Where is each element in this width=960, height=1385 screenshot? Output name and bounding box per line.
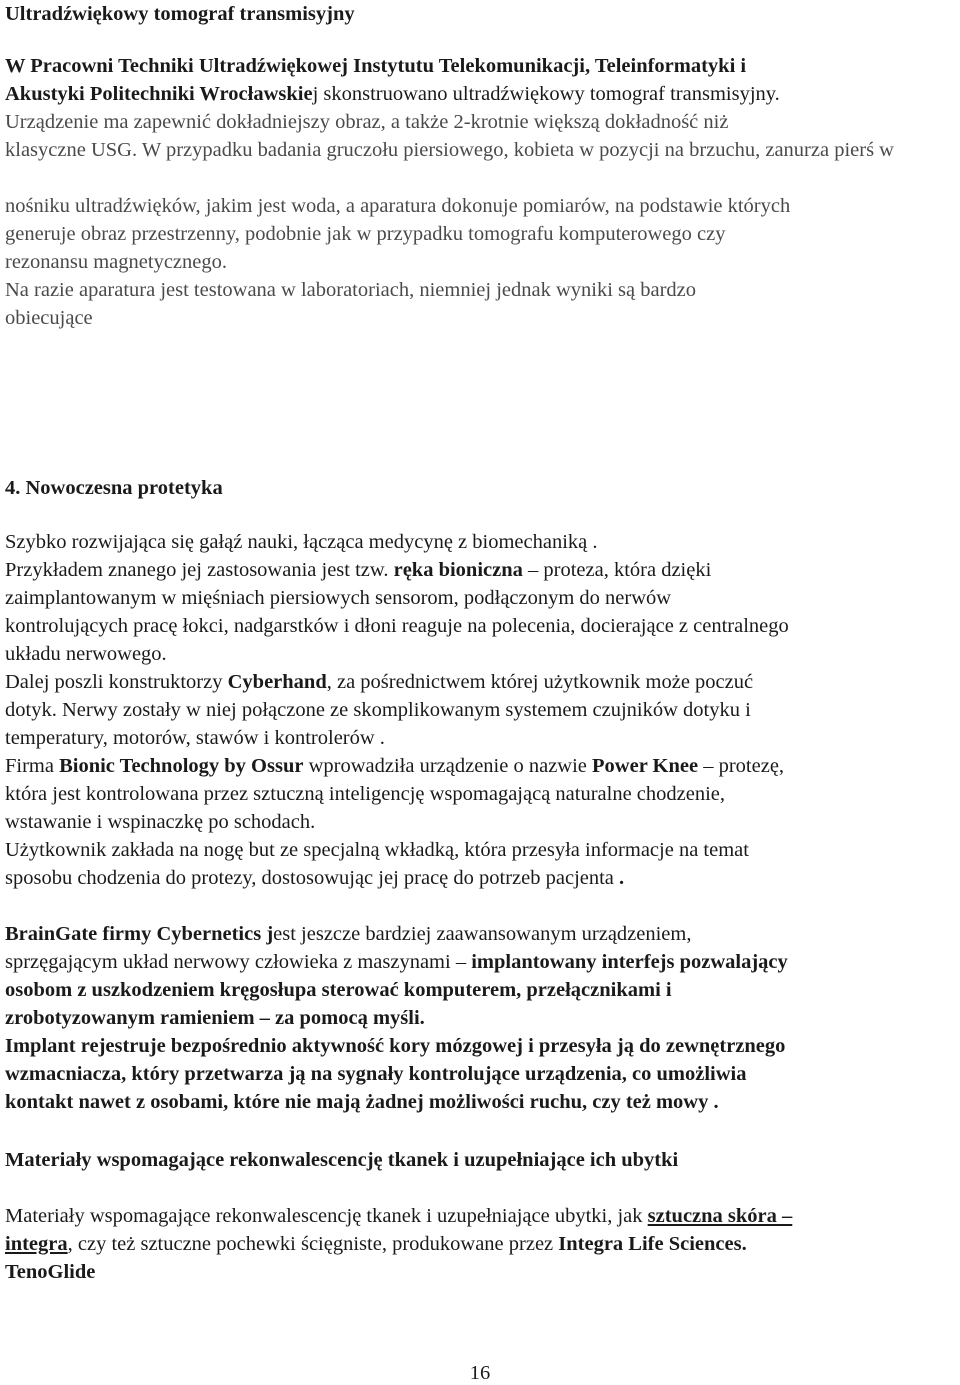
bold-text: TenoGlide xyxy=(5,1261,96,1283)
paragraph-line xyxy=(5,1088,960,1116)
paragraph-line xyxy=(5,836,960,864)
paragraph-line xyxy=(5,52,960,80)
bold-text: Power Knee xyxy=(592,755,699,777)
paragraph-line xyxy=(5,808,960,836)
text: Na razie aparatura jest testowana w laboratoriach, niemniej jednak wyniki są bardzo xyxy=(5,279,697,301)
paragraph-line xyxy=(5,612,960,640)
bold-text: wzmacniacza, który przetwarza ją na sygnały kontrolujące urządzenia, co umożliwia xyxy=(5,1063,747,1085)
paragraph-line xyxy=(5,1032,960,1060)
text: , czy też sztuczne pochewki ścięgniste, produkowane przez xyxy=(67,1233,559,1255)
text: Dalej poszli konstruktorzy xyxy=(5,671,228,693)
paragraph-line xyxy=(5,668,960,696)
text: est jeszcze bardziej zaawansowanym urządzeniem, xyxy=(273,923,692,945)
paragraph-line xyxy=(5,80,960,108)
paragraph-line xyxy=(5,276,960,304)
text: klasyczne USG. xyxy=(5,139,142,161)
bold-text: Bionic Technology by Ossur xyxy=(59,755,304,777)
paragraph-line xyxy=(5,556,960,584)
bold-underlined-text: integra xyxy=(5,1233,68,1255)
paragraph-line xyxy=(5,1202,960,1230)
paragraph-line xyxy=(5,780,960,808)
paragraph-line xyxy=(5,192,960,220)
text: kontrolujących pracę łokci, nadgarstków i dłoni reaguje na polecenia, docierające z centralnego xyxy=(5,615,789,637)
paragraph-line xyxy=(5,1258,960,1286)
paragraph-line xyxy=(5,108,960,136)
paragraph-line xyxy=(5,864,960,892)
text: nośniku ultradźwięków, jakim jest woda, a aparatura dokonuje pomiarów, na podstawie których xyxy=(5,195,791,217)
text: dotyk. Nerwy zostały w niej połączone ze skomplikowanym systemem czujników dotyku i xyxy=(5,699,751,721)
text: układu nerwowego. xyxy=(5,643,167,665)
paragraph-line xyxy=(5,528,960,556)
section-heading: Materiały wspomagające rekonwalescencję tkanek i uzupełniające ich ubytki xyxy=(5,1149,679,1171)
text: obiecujące xyxy=(5,307,93,329)
bold-text: osobom z uszkodzeniem kręgosłupa sterować komputerem, przełącznikami i xyxy=(5,979,672,1001)
text: j skonstruowano ultradźwiękowy tomograf transmisyjny. xyxy=(312,83,780,105)
text: temperatury, motorów, stawów i kontrolerów . xyxy=(5,727,385,749)
paragraph-line xyxy=(5,304,960,332)
text: rezonansu magnetycznego. xyxy=(5,251,227,273)
section-heading: 4. Nowoczesna protetyka xyxy=(5,477,223,499)
paragraph-line xyxy=(5,136,960,164)
paragraph-line xyxy=(5,976,960,1004)
bold-text: W Pracowni Techniki Ultradźwiękowej Instytutu Telekomunikacji, Teleinformatyki i xyxy=(5,55,747,77)
text: W przypadku badania gruczołu piersiowego, kobieta w pozycji na brzuchu, zanurza pierś w xyxy=(141,139,894,161)
text: sposobu chodzenia do protezy, dostosowując jej pracę do potrzeb pacjenta xyxy=(5,867,620,889)
paragraph-line xyxy=(5,584,960,612)
paragraph-line xyxy=(5,1230,960,1258)
text: Szybko rozwijająca się gałąź nauki, łącząca medycynę z biomechaniką . xyxy=(5,531,598,553)
bold-text: kontakt nawet z osobami, które nie mają żadnej możliwości ruchu, czy też mowy . xyxy=(5,1091,719,1113)
page-number: 16 xyxy=(469,1362,491,1384)
bold-text: implantowany interfejs pozwalający xyxy=(471,951,788,973)
text: Użytkownik zakłada na nogę but ze specjalną wkładką, która przesyła informacje na temat xyxy=(5,839,749,861)
paragraph-line xyxy=(5,640,960,668)
paragraph-line xyxy=(5,1060,960,1088)
text: – proteza, która dzięki xyxy=(522,559,712,581)
bold-text: . xyxy=(619,867,625,889)
text: , za pośrednictwem której użytkownik może poczuć xyxy=(326,671,754,693)
paragraph-line xyxy=(5,948,960,976)
bold-text: Implant rejestruje bezpośrednio aktywność kory mózgowej i przesyła ją do zewnętrznego xyxy=(5,1035,786,1057)
paragraph-line xyxy=(5,752,960,780)
bold-text: Integra Life Sciences. xyxy=(558,1233,747,1255)
bold-text: Akustyki Politechniki Wrocławskie xyxy=(5,83,313,105)
text: Materiały wspomagające rekonwalescencję tkanek i uzupełniające ubytki, jak xyxy=(5,1205,648,1227)
text: – protezę, xyxy=(698,755,785,777)
bold-text: zrobotyzowanym ramieniem – za pomocą myśli. xyxy=(5,1007,425,1029)
text: Urządzenie ma zapewnić dokładniejszy obraz, a także 2-krotnie większą dokładność niż xyxy=(5,111,729,133)
paragraph-line xyxy=(5,696,960,724)
text: wstawanie i wspinaczkę po schodach. xyxy=(5,811,316,833)
text: która jest kontrolowana przez sztuczną inteligencję wspomagającą naturalne chodzenie, xyxy=(5,783,726,805)
text: Firma xyxy=(5,755,60,777)
text: Przykładem znanego jej zastosowania jest tzw. xyxy=(5,559,394,581)
bold-text: Cyberhand xyxy=(227,671,327,693)
paragraph-line xyxy=(5,724,960,752)
paragraph-line xyxy=(5,220,960,248)
section-title: Ultradźwiękowy tomograf transmisyjny xyxy=(5,3,355,25)
bold-underlined-text: sztuczna skóra – xyxy=(647,1205,793,1227)
paragraph-line xyxy=(5,248,960,276)
text: sprzęgającym układ nerwowy człowieka z maszynami – xyxy=(5,951,472,973)
text: wprowadziła urządzenie o nazwie xyxy=(303,755,593,777)
text: generuje obraz przestrzenny, podobnie jak w przypadku tomografu komputerowego czy xyxy=(5,223,726,245)
bold-text: ręka bioniczna xyxy=(393,559,523,581)
paragraph-line xyxy=(5,1004,960,1032)
text: zaimplantowanym w mięśniach piersiowych sensorom, podłączonym do nerwów xyxy=(5,587,672,609)
bold-text: BrainGate firmy Cybernetics j xyxy=(5,923,274,945)
paragraph-line xyxy=(5,920,960,948)
